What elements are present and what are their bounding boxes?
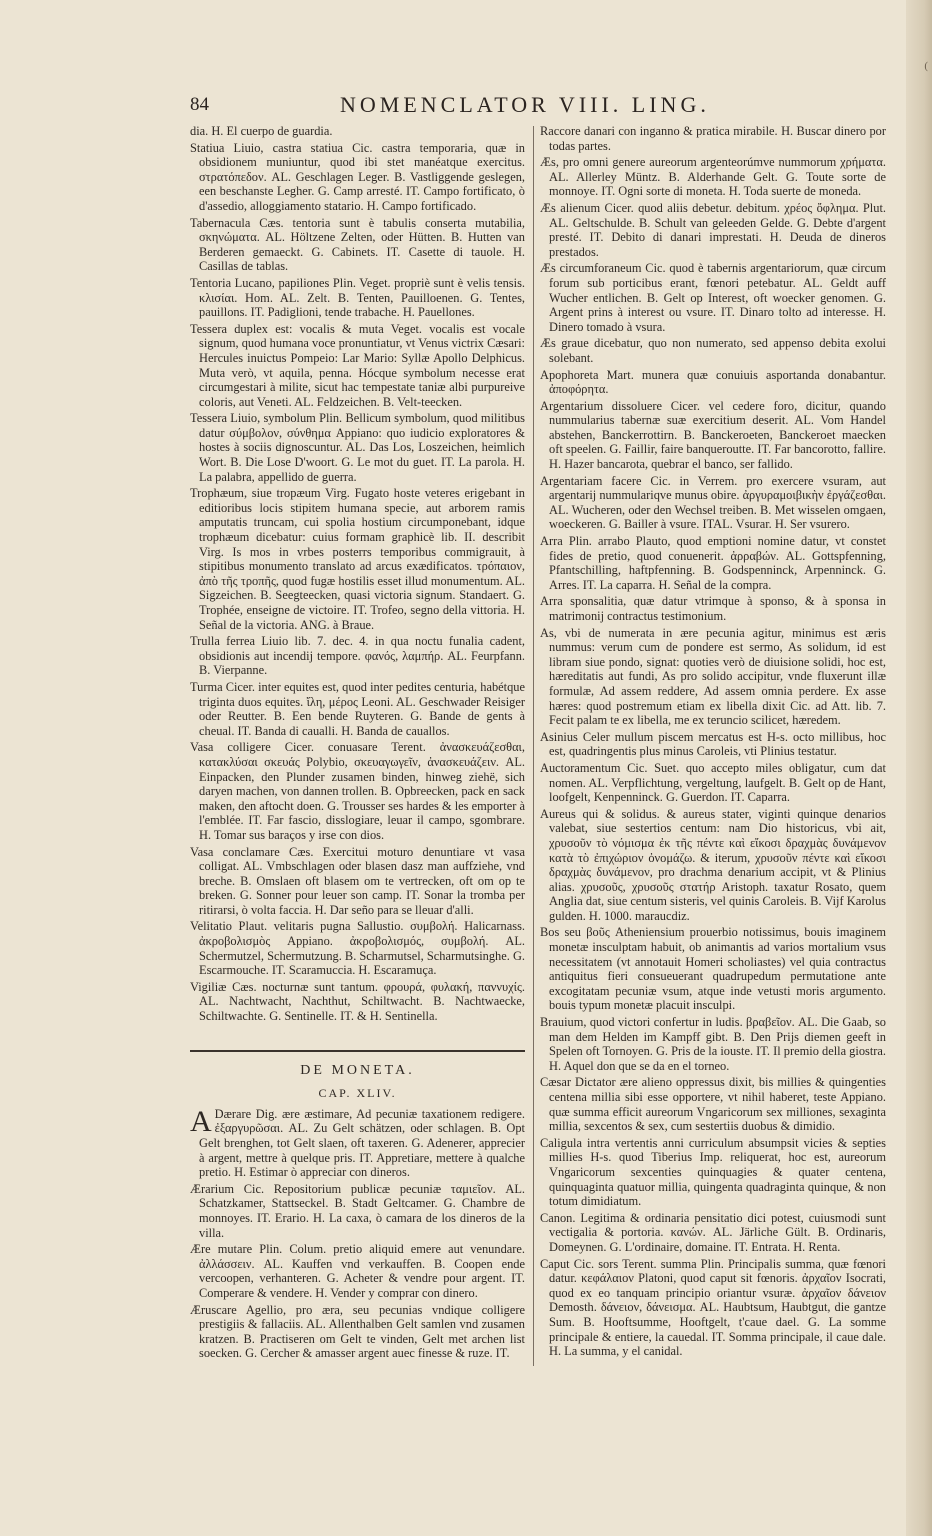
dictionary-entry: Turma Cicer. inter equites est, quod inter pedites centuria, habétque triginta duos equites. ἴλη, μέρος Leoni. AL. Geschwader Reisiger oder Reutter. B. Een bende Ruyteren. G. Bande de gents à cheual. IT. Banda di caualli. H. Banda de cauallos.	[190, 679, 525, 738]
column-divider	[533, 126, 534, 1366]
dictionary-entry: Arra Plin. arrabo Plauto, quod emptioni nomine datur, vt constet fides de pretio, quod conuenerit. ἀρραβών. AL. Gottspfenning, Pfantschilling, haftpfenning. B. Godspenninck, Arpenninck. G. Arres. IT. La caparra. H. Señal de la compra.	[540, 534, 886, 592]
dictionary-entry: Ærarium Cic. Repositorium publicæ pecuniæ ταμιεῖον. AL. Schatzkamer, Stattseckel. B. Stadt Geltcamer. G. Chambre de monnoyes. IT. Erario. H. La caxa, ò camara de los dineros de la villa.	[190, 1181, 525, 1240]
dictionary-entry: Aureus qui & solidus. & aureus stater, viginti quinque denarios valebat, siue sestertios centum: nam Dio historicus, vbi ait, χρυσοῦν τὸ νόμισμα ἐκ τῆς πέντε καὶ εἴκοσι δραχμὰς δυνάμενον κατὰ τὸ ἐπιχώριον ὀνομάζω. & iterum, χρυσοῦν πέντε καὶ εἴκοσι δραχμὰς δυνάμενον, pro drachma denarium accipit, vt & Plinius alias. χρυσοῦς, χρυσοῦς στατήρ Aristoph. taxatur Rosato, quem Anglia dat, siue centum sisteris, vel quinis Caroleis. B. Vijf Karolus gulden. H. 1000. maraucdiz.	[540, 806, 886, 923]
dictionary-entry: As, vbi de numerata in ære pecunia agitur, minimus est æris nummus: verum cum de pondere est sermo, As solidum, id est libram siue pondo, signat: quoties verò de diuisione solidi, hoc est, hæreditatis aut fundi, As pro solido accipitur, vnde fluxerunt illæ formulæ, Ad assem reddere, Ad assem omnia perdere. Ex asse hæres: quod postremum etiam ex libella dixit Cic. ad Att. lib. 7. Fecit palam te ex libella, me ex teruncio scilicet, hæredem.	[540, 625, 886, 728]
drop-cap: A	[190, 1104, 212, 1138]
dictionary-entry	[190, 1104, 525, 1180]
dictionary-entry: Tabernacula Cæs. tentoria sunt è tabulis conserta mutabilia, σκηνώματα. AL. Höltzene Zelten, oder Hütten. B. Hutten van Berderen gemaeckt. G. Cabinets. IT. Casette di tauole. H. Casillas de tablas.	[190, 215, 525, 274]
dictionary-entry: Æs circumforaneum Cic. quod è tabernis argentariorum, quæ circum forum sub porticibus erant, fœnori petebatur. AL. Geldt auff Wucher entlichen. B. Gelt op Interest, oft woecker genomen. G. Argent prins à interest ou vsure. IT. Dinaro tolto ad interesse. H. Dinero tomado à vsura.	[540, 261, 886, 334]
dictionary-entry: Canon. Legitima & ordinaria pensitatio dici potest, cuiusmodi sunt vectigalia & portoria. κανών. AL. Järliche Gült. B. Ordinaris, Domeynen. G. L'ordinaire, domaine. IT. Entrata. H. Renta.	[540, 1210, 886, 1254]
dictionary-entry: Æs graue dicebatur, quo non numerato, sed appenso debita exolui solebant.	[540, 336, 886, 365]
running-title: NOMENCLATOR VIII. LING.	[340, 92, 710, 117]
dictionary-entry: Auctoramentum Cic. Suet. quo accepto miles obligatur, cum dat nomen. AL. Verpflichtung, vergeltung, laufgelt. B. Gelt op de Hant, loofgelt, Kenpenninck. G. Guerdon. IT. Caparra.	[540, 760, 886, 805]
dictionary-entry: Vasa colligere Cicer. conuasare Terent. ἀνασκευάζεσθαι, κατακλύσαι σκευάς Polybio, σκευαγωγεῖν, ἀνασκευάζειν. AL. Einpacken, den Plunder zusamen binden, hinweg ziehë, sich daryen machen, von dannen trollen. B. Opbreecken, pack en sack maken, den aftocht doen. G. Trousser ses hardes & les emporter à l'emblée. IT. Far fascio, disslogiare, leuar il campo, sgombrare. H. Tomar sus baraços y irse con dios.	[190, 740, 525, 842]
dictionary-entry: Æruscare Agellio, pro æra, seu pecunias vndique colligere prestigiis & fallaciis. AL. Allenthalben Gelt samlen vnd zusamen kratzen. B. Practiseren om Gelt te vinden, Gelt met archen list soecken. G. Cercher & amasser argent auec finesse & ruze. IT.	[190, 1302, 525, 1361]
dictionary-entry: Bos seu βοῦς Atheniensium prouerbio notissimus, bouis imaginem monetæ insculptam habuit, ob animantis ad varios mortalium vsus necessitatem (vt annotauit Homeri scholiastes) vel quia contractus antiquitus fieri consueuerant quadrupedum permutatione ante excogitatam pecuniæ vsum, atque inde vetusti moris argumento. bouis typum monetæ placuit insculpi.	[540, 925, 886, 1013]
dictionary-entry: Raccore danari con inganno & pratica mirabile. H. Buscar dinero por todas partes.	[540, 124, 886, 153]
chapter-heading: CAP. XLIV.	[318, 1086, 397, 1101]
dictionary-entry: dia. H. El cuerpo de guardia.	[190, 124, 333, 138]
edge-bracket-mark: (	[924, 60, 928, 72]
dictionary-entry: Argentariam facere Cic. in Verrem. pro exercere vsuram, aut argentarij nummulariqve munus obire. ἀργυραμοιβικὴν ἐργάζεσθαι. AL. Wucheren, oder den Wechsel treiben. B. Met wisselen omgaen, woeckeren. G. Bailler à vsure. ITAL. Vsurar. H. Ser vsurero.	[540, 473, 886, 532]
dictionary-entry: Tessera Liuio, symbolum Plin. Bellicum symbolum, quod militibus datur σύμβολον, σύνθημα Appiano: quo iudicio exploratores & hostes à sociis dignoscuntur. AL. Das Los, Loszeichen, heimlich Wort. B. Die Lose D'woort. G. Le mot du guet. IT. La parola. H. La palabra, appellido de guerra.	[190, 411, 525, 484]
right-column	[540, 124, 886, 1361]
page-header	[190, 90, 780, 124]
dictionary-entry: Asinius Celer mullum piscem mercatus est H-s. octo millibus, hoc est, quadringentis plus minus Caroleis, vti Plinius testatur.	[540, 729, 886, 759]
dictionary-entry: Apophoreta Mart. munera quæ conuiuis asportanda donabantur. ἀποφόρητα.	[540, 367, 886, 397]
section-rule	[190, 1050, 525, 1052]
left-column	[190, 124, 525, 1363]
dictionary-entry: Statiua Liuio, castra statiua Cic. castra temporaria, quæ in obsidionem muniuntur, quod ibi stet manéatque exercitus. στρατόπεδον. AL. Geschlagen Leger. B. Vastliggende geslegen, een beschanste Legher. G. Camp arresté. IT. Campo fortificato, ò d'assedio, alloggiamento statario. H. Campo fortificado.	[190, 140, 525, 213]
dictionary-entry: Æs alienum Cicer. quod aliis debetur. debitum. χρέος ὄφλημα. Plut. AL. Geltschulde. B. Schult van geleeden Gelde. G. Debte d'argent presté. IT. Debito di danari imprestati. H. Deuda de dineros prestados.	[540, 200, 886, 259]
dictionary-entry: Trophæum, siue tropæum Virg. Fugato hoste veteres erigebant in editioribus locis stipitem humana specie, aut arborem ramis amputatis truncam, cui spolia hostium circumponebant, idque trophæum dicebatur: cuius formam graphicè lib. II. describit Virg. Is mos in vrbes posterrs temporibus commigrauit, à stipitibus monumento translato ad arcus exædificatos. τρόπαιον, ἀπὸ τῆς τροπῆς, quod fugæ hostilis esset illud monumentum. AL. Sigzeichen. B. Seegteecken, quasi victoria signum. Standaert. G. Trophée, enseigne de victoire. IT. Trofeo, segno della vittoria. H. Señal de la victoria. ANG. à Braue.	[190, 486, 525, 632]
page-number: 84	[190, 94, 209, 115]
dictionary-entry: Cæsar Dictator ære alieno oppressus dixit, bis millies & quingenties centena millia sibi esse opportere, vt nihil haberet, teste Appiano. quæ summa efficit aureorum Vngaricorum sex milliones, sexaginta millia, sexcentos & sex, cum sestertiis duobus & dimidio.	[540, 1075, 886, 1134]
section-title: DE MONETA.	[300, 1062, 415, 1078]
dictionary-entry: Velitatio Plaut. velitaris pugna Sallustio. συμβολή. Halicarnass. ἀκροβολισμὸς Appiano. ἀκροβολισμός, συμβολή. AL. Schermutzel, Schermutzung. B. Scharmutsel, Scharmutsinghe. G. Escarmouche. IT. Scaramuccia. H. Escaramuça.	[190, 919, 525, 978]
entry-text: Dærare Dig. ære æstimare, Ad pecuniæ taxationem redigere. ἐξαργυρῶσαι. AL. Zu Gelt schätzen, oder schlagen. B. Opt Gelt brenghen, tot Gelt slaen, oft taxeren. G. Adenerer, apprecier à argent, mettre à quelque pris. IT. Appretiare, mettere à qualche pretio. H. Estimar ò appreciar con dineros.	[199, 1106, 525, 1180]
dictionary-entry: Trulla ferrea Liuio lib. 7. dec. 4. in qua noctu funalia cadent, obsidionis aut incendij tempore. φανός, λαμπήρ. AL. Feurpfann. B. Vierpanne.	[190, 634, 525, 678]
dictionary-entry: Vasa conclamare Cæs. Exercitui moturo denuntiare vt vasa colligat. AL. Vmbschlagen oder blasen dasz man auffziehe, vnd breche. B. Omslaen oft blasem om te vertrecken, oft om op te breken. G. Sonner pour leuer son camp. IT. Sonar la tromba per ritirarsi, ò volta faccia. H. Dar seño para se lleuar d'alli.	[190, 844, 525, 917]
dictionary-entry: Caligula intra vertentis anni curriculum absumpsit vicies & septies millies H-s. quod Tiberius Imp. reliquerat, hoc est, aureorum Vngaricorum sexcenties quinquagies & quater centena, quinquaginta quatuor millia, quingenta quadraginta quinque, & non totum dimidiatum.	[540, 1135, 886, 1209]
dictionary-entry: Caput Cic. sors Terent. summa Plin. Principalis summa, quæ fœnori datur. κεφάλαιον Platoni, quod caput sit fœnoris. ἀρχαῖον Isocrati, quod ex eo tanquam principio oriantur vsuræ. ἀρχαῖον δάνειον Demosth. δάνειον, δάνεισμα. AL. Haubtsum, Haubtgut, die gantze Sum. B. Hooftsumme, Hooftgelt, t'caue dael. G. La somme principale & entiere, la cauedal. IT. Somma principale, il caue dale. H. La summa, y el canidal.	[540, 1256, 886, 1359]
dictionary-entry: Tentoria Lucano, papiliones Plin. Veget. propriè sunt è velis tensis. κλισίαι. Hom. AL. Zelt. B. Tenten, Pauilloenen. G. Tentes, pauillons. IT. Padiglioni, tende trabache. H. Pauellones.	[190, 275, 525, 320]
dictionary-entry: Tessera duplex est: vocalis & muta Veget. vocalis est vocale signum, quod humana voce pronuntiatur, vt Venus victrix Cæsari: Hercules inuictus Pompeio: Lar Mario: Syllæ Apollo Delphicus. Muta verò, vt aquila, penna. Hócque symbolum necesse erat circumgestari à milite, sicut hac tempestate taniæ albi purpureive coloris, aut Veneti. AL. Feldzeichen. B. Velt-teecken.	[190, 321, 525, 409]
dictionary-entry: Ære mutare Plin. Colum. pretio aliquid emere aut venundare. ἀλλάσσειν. AL. Kauffen vnd verkauffen. B. Coopen ende vercoopen, verhanteren. G. Acheter & vendre pour argent. IT. Comperare & vendere. H. Vender y comprar con dinero.	[190, 1242, 525, 1300]
dictionary-entry: Brauium, quod victori confertur in ludis. βραβεῖον. AL. Die Gaab, so man dem Helden im Kampff gibt. B. Den Prijs diemen geeft in Spelen oft Tornoyen. G. Pris de la iouste. IT. Il premio della giostra. H. Aquel don que se da en el torneo.	[540, 1015, 886, 1073]
dictionary-entry: Vigiliæ Cæs. nocturnæ sunt tantum. φρουρά, φυλακή, παννυχίς. AL. Nachtwacht, Nachthut, Schiltwacht. B. Nachtwaecke, Schiltwachte. G. Sentinelle. IT. & H. Sentinella.	[190, 979, 525, 1024]
dictionary-entry: Æs, pro omni genere aureorum argenteorúmve nummorum χρήματα. AL. Allerley Müntz. B. Alderhande Gelt. G. Toute sorte de monnoye. IT. Ogni sorte di moneta. H. Toda suerte de moneda.	[540, 155, 886, 199]
dictionary-entry: Arra sponsalitia, quæ datur vtrimque à sponso, & à sponsa in matrimonij contractus testimonium.	[540, 594, 886, 623]
dictionary-entry: Argentarium dissoluere Cicer. vel cedere foro, dicitur, quando nummularius tabernæ suæ exercitium deserit. AL. Vom Handel abstehen, Banckerrottirn. B. Banckeroeten, Banckeroet maecken oft speelen. G. Faillir, faire banqueroutte. IT. Far bancorotto, fallire. H. Hazer bancarota, quebrar el banco, ser fallido.	[540, 398, 886, 472]
next-page-edge	[906, 0, 932, 1536]
